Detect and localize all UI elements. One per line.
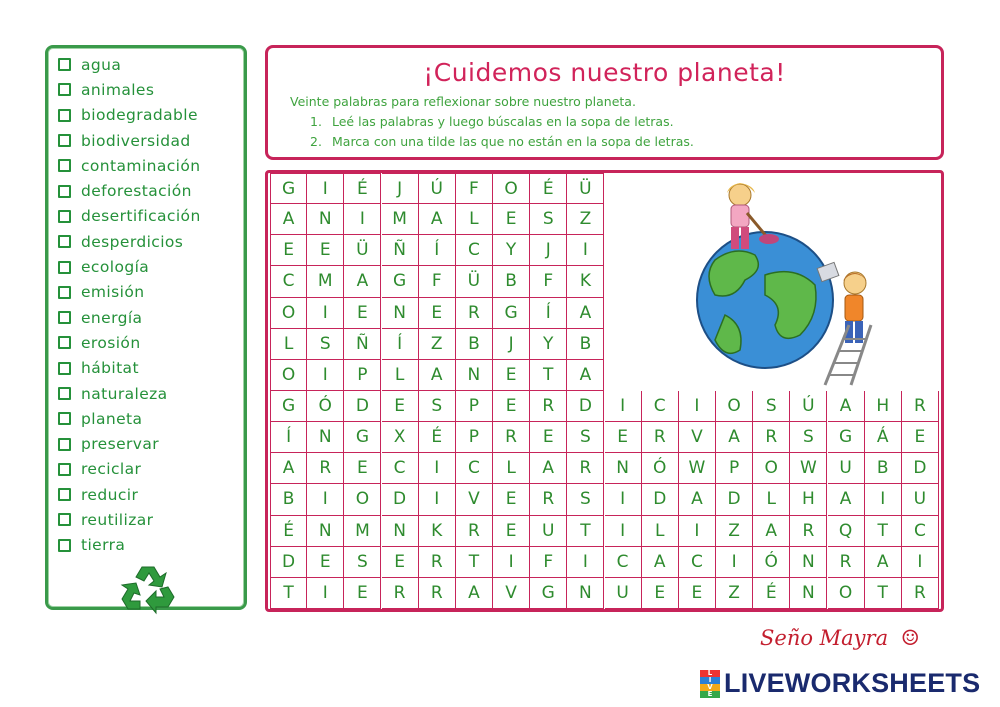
word-label: biodiversidad (81, 131, 191, 150)
word-list-item[interactable] (58, 153, 244, 178)
grid-cell[interactable]: J (382, 173, 419, 204)
checkbox-icon[interactable] (58, 387, 71, 400)
grid-cell[interactable]: A (642, 547, 679, 578)
grid-cell[interactable]: B (865, 453, 902, 484)
grid-cell[interactable]: Ñ (382, 235, 419, 266)
grid-cell[interactable]: S (567, 422, 604, 453)
word-label: planeta (81, 409, 143, 428)
grid-cell[interactable]: F (456, 173, 493, 204)
grid-cell[interactable]: P (456, 391, 493, 422)
grid-cell[interactable]: A (753, 516, 790, 547)
grid-cell[interactable]: P (344, 360, 381, 391)
checkbox-icon[interactable] (58, 210, 71, 223)
grid-cell[interactable]: N (605, 453, 642, 484)
grid-cell[interactable]: Ó (307, 391, 344, 422)
checkbox-icon[interactable] (58, 488, 71, 501)
grid-cell[interactable]: M (382, 204, 419, 235)
grid-cell[interactable]: T (865, 578, 902, 609)
word-label: tierra (81, 536, 126, 555)
steps-list (310, 114, 694, 154)
grid-cell[interactable]: N (307, 516, 344, 547)
grid-cell[interactable]: U (605, 578, 642, 609)
grid-cell[interactable]: C (605, 547, 642, 578)
grid-cell[interactable]: R (456, 298, 493, 329)
checkbox-icon[interactable] (58, 134, 71, 147)
grid-cell[interactable]: O (753, 453, 790, 484)
page-title: ¡Cuidemos nuestro planeta! (423, 58, 786, 87)
checkbox-icon[interactable] (58, 185, 71, 198)
grid-cell[interactable]: E (270, 235, 307, 266)
grid-cell[interactable]: B (456, 329, 493, 360)
grid-cell[interactable]: I (307, 578, 344, 609)
grid-cell[interactable]: A (344, 266, 381, 297)
grid-cell[interactable]: Ü (567, 173, 604, 204)
grid-cell[interactable]: A (679, 484, 716, 515)
grid-cell[interactable]: G (828, 422, 865, 453)
word-label: reutilizar (81, 510, 154, 529)
grid-cell[interactable]: É (344, 173, 381, 204)
grid-cell[interactable]: D (902, 453, 939, 484)
step-text: Leé las palabras y luego búscalas en la sopa de letras. (332, 114, 674, 129)
grid-cell[interactable]: I (419, 484, 456, 515)
grid-cell[interactable]: A (419, 360, 456, 391)
grid-cell[interactable]: R (790, 516, 827, 547)
grid-cell[interactable]: F (530, 547, 567, 578)
grid-cell[interactable]: H (865, 391, 902, 422)
word-list-item[interactable] (58, 533, 244, 558)
grid-cell[interactable]: N (790, 547, 827, 578)
grid-cell[interactable]: A (567, 360, 604, 391)
grid-cell[interactable]: I (419, 453, 456, 484)
grid-cell[interactable]: O (493, 173, 530, 204)
word-list-item[interactable] (58, 178, 244, 203)
grid-cell[interactable]: K (419, 516, 456, 547)
grid-cell[interactable]: Í (270, 422, 307, 453)
grid-cell[interactable]: S (790, 422, 827, 453)
grid-cell[interactable]: O (716, 391, 753, 422)
grid-cell[interactable]: D (344, 391, 381, 422)
grid-cell[interactable]: E (493, 484, 530, 515)
checkbox-icon[interactable] (58, 58, 71, 71)
step-text: Marca con una tilde las que no están en la sopa de letras. (332, 134, 694, 149)
word-list-item[interactable] (58, 356, 244, 381)
grid-cell[interactable]: P (716, 453, 753, 484)
grid-cell[interactable]: B (567, 329, 604, 360)
grid-cell[interactable]: I (567, 235, 604, 266)
word-list-item[interactable] (58, 280, 244, 305)
grid-cell[interactable]: É (530, 173, 567, 204)
grid-cell[interactable]: V (456, 484, 493, 515)
grid-cell[interactable]: R (902, 578, 939, 609)
intro-text: Veinte palabras para reflexionar sobre nuestro planeta. (290, 94, 636, 109)
grid-cell[interactable]: D (567, 391, 604, 422)
grid-cell[interactable]: T (530, 360, 567, 391)
word-label: agua (81, 55, 122, 74)
grid-cell[interactable]: X (382, 422, 419, 453)
grid-cell[interactable]: L (270, 329, 307, 360)
step-item (310, 114, 694, 134)
word-label: erosión (81, 333, 141, 352)
grid-cell[interactable]: U (828, 453, 865, 484)
grid-cell[interactable]: D (716, 484, 753, 515)
grid-cell[interactable]: Z (567, 204, 604, 235)
grid-cell[interactable]: I (605, 391, 642, 422)
grid-cell[interactable]: Ó (642, 453, 679, 484)
grid-cell[interactable]: T (270, 578, 307, 609)
grid-cell[interactable]: R (828, 547, 865, 578)
grid-cell[interactable]: É (419, 422, 456, 453)
word-list-item[interactable] (58, 77, 244, 102)
grid-cell[interactable]: U (902, 484, 939, 515)
grid-cell[interactable]: I (307, 173, 344, 204)
grid-cell[interactable]: N (790, 578, 827, 609)
grid-cell[interactable]: N (307, 204, 344, 235)
word-list-item[interactable] (58, 482, 244, 507)
grid-cell[interactable]: S (344, 547, 381, 578)
grid-cell[interactable]: A (456, 578, 493, 609)
grid-cell[interactable]: U (530, 516, 567, 547)
checkbox-icon[interactable] (58, 513, 71, 526)
grid-cell[interactable]: G (270, 173, 307, 204)
checkbox-icon[interactable] (58, 463, 71, 476)
word-list-item[interactable] (58, 305, 244, 330)
grid-cell[interactable]: N (456, 360, 493, 391)
grid-cell[interactable]: O (270, 360, 307, 391)
word-label: energía (81, 308, 143, 327)
word-list-item[interactable] (58, 507, 244, 532)
grid-cell[interactable]: O (344, 484, 381, 515)
grid-cell[interactable]: I (716, 547, 753, 578)
grid-cell[interactable]: C (456, 235, 493, 266)
grid-cell[interactable]: I (567, 547, 604, 578)
grid-cell[interactable]: A (828, 391, 865, 422)
grid-cell[interactable]: Y (493, 235, 530, 266)
grid-cell[interactable]: E (307, 547, 344, 578)
checkbox-icon[interactable] (58, 159, 71, 172)
grid-cell[interactable]: A (716, 422, 753, 453)
grid-cell[interactable]: T (456, 547, 493, 578)
grid-cell[interactable]: Y (530, 329, 567, 360)
grid-cell[interactable]: E (493, 391, 530, 422)
word-label: hábitat (81, 359, 139, 378)
word-list-item[interactable] (58, 381, 244, 406)
grid-cell[interactable]: Í (530, 298, 567, 329)
grid-cell[interactable]: V (493, 578, 530, 609)
grid-cell[interactable]: E (382, 547, 419, 578)
word-list-item[interactable] (58, 103, 244, 128)
grid-cell[interactable]: Í (419, 235, 456, 266)
grid-cell[interactable]: B (270, 484, 307, 515)
recycle-icon (120, 563, 176, 615)
grid-cell[interactable]: E (493, 360, 530, 391)
grid-cell[interactable]: I (605, 516, 642, 547)
grid-cell[interactable]: I (865, 484, 902, 515)
grid-cell[interactable]: A (270, 204, 307, 235)
grid-cell[interactable]: E (419, 298, 456, 329)
grid-cell[interactable]: É (270, 516, 307, 547)
grid-cell[interactable]: I (902, 547, 939, 578)
word-list-item[interactable] (58, 457, 244, 482)
liveworksheets-logo-icon: L I V E (700, 670, 720, 698)
word-list-item[interactable] (58, 229, 244, 254)
word-list-item[interactable] (58, 406, 244, 431)
grid-cell[interactable]: A (865, 547, 902, 578)
grid-cell[interactable]: D (382, 484, 419, 515)
grid-cell[interactable]: Q (828, 516, 865, 547)
grid-cell[interactable]: Ü (456, 266, 493, 297)
grid-cell[interactable]: E (493, 516, 530, 547)
grid-cell[interactable]: R (419, 578, 456, 609)
grid-cell[interactable]: A (530, 453, 567, 484)
word-list-item[interactable] (58, 330, 244, 355)
checkbox-icon[interactable] (58, 362, 71, 375)
word-list-item[interactable] (58, 254, 244, 279)
smiley-icon: ☺ (900, 626, 920, 650)
grid-cell[interactable]: G (270, 391, 307, 422)
word-list-item[interactable] (58, 431, 244, 456)
grid-cell[interactable]: W (679, 453, 716, 484)
checkbox-icon[interactable] (58, 109, 71, 122)
grid-cell[interactable]: N (382, 298, 419, 329)
word-label: ecología (81, 258, 150, 277)
grid-cell[interactable]: N (567, 578, 604, 609)
grid-cell[interactable]: Ú (419, 173, 456, 204)
grid-cell[interactable]: V (679, 422, 716, 453)
grid-cell[interactable]: E (530, 422, 567, 453)
grid-cell[interactable]: S (419, 391, 456, 422)
grid-cell[interactable]: C (679, 547, 716, 578)
word-label: desertificación (81, 207, 201, 226)
grid-cell[interactable]: A (567, 298, 604, 329)
grid-cell[interactable]: I (679, 391, 716, 422)
grid-cell[interactable]: Z (716, 578, 753, 609)
grid-cell[interactable]: G (382, 266, 419, 297)
grid-cell[interactable]: W (790, 453, 827, 484)
checkbox-icon[interactable] (58, 83, 71, 96)
grid-cell[interactable]: H (790, 484, 827, 515)
word-label: emisión (81, 283, 145, 302)
grid-cell[interactable]: A (270, 453, 307, 484)
grid-cell[interactable]: C (456, 453, 493, 484)
grid-cell[interactable]: Ü (344, 235, 381, 266)
grid-cell[interactable]: L (382, 360, 419, 391)
grid-cell[interactable]: R (567, 453, 604, 484)
grid-cell[interactable]: A (419, 204, 456, 235)
grid-cell[interactable]: Í (382, 329, 419, 360)
kids-cleaning-earth-illustration (605, 175, 925, 390)
checkbox-icon[interactable] (58, 311, 71, 324)
grid-cell[interactable]: G (344, 422, 381, 453)
grid-cell[interactable]: E (493, 204, 530, 235)
grid-cell[interactable]: Ñ (344, 329, 381, 360)
checkbox-icon[interactable] (58, 286, 71, 299)
grid-cell[interactable]: Z (419, 329, 456, 360)
grid-cell[interactable]: E (642, 578, 679, 609)
grid-cell[interactable]: S (567, 484, 604, 515)
grid-cell[interactable]: O (270, 298, 307, 329)
step-item (310, 134, 694, 154)
grid-cell[interactable]: Z (716, 516, 753, 547)
word-label: deforestación (81, 182, 192, 201)
checkbox-icon[interactable] (58, 539, 71, 552)
grid-cell[interactable]: E (344, 453, 381, 484)
word-list-item[interactable] (58, 204, 244, 229)
word-list-item[interactable] (58, 128, 244, 153)
grid-cell[interactable]: L (493, 453, 530, 484)
grid-cell[interactable]: T (865, 516, 902, 547)
grid-cell[interactable]: I (307, 360, 344, 391)
grid-cell[interactable]: O (828, 578, 865, 609)
grid-cell[interactable]: C (902, 516, 939, 547)
grid-cell[interactable]: R (456, 516, 493, 547)
step-number: 1. (310, 114, 322, 129)
grid-cell[interactable]: I (307, 298, 344, 329)
grid-cell[interactable]: C (270, 266, 307, 297)
word-label: biodegradable (81, 106, 198, 125)
grid-cell[interactable]: R (530, 484, 567, 515)
grid-cell[interactable]: E (605, 422, 642, 453)
word-label: naturaleza (81, 384, 168, 403)
author-signature (760, 626, 920, 650)
word-label: reciclar (81, 460, 142, 479)
grid-cell[interactable]: N (382, 516, 419, 547)
word-label: reducir (81, 485, 139, 504)
grid-cell[interactable]: B (493, 266, 530, 297)
grid-cell[interactable]: Ú (790, 391, 827, 422)
grid-cell[interactable]: M (307, 266, 344, 297)
grid-cell[interactable]: E (344, 578, 381, 609)
grid-cell[interactable]: S (530, 204, 567, 235)
grid-cell[interactable]: C (382, 453, 419, 484)
grid-cell[interactable]: R (419, 547, 456, 578)
grid-cell[interactable]: G (493, 298, 530, 329)
grid-cell[interactable]: D (270, 547, 307, 578)
grid-cell[interactable]: S (307, 329, 344, 360)
grid-cell[interactable]: E (382, 391, 419, 422)
word-list (48, 48, 244, 558)
step-number: 2. (310, 134, 322, 149)
checkbox-icon[interactable] (58, 261, 71, 274)
grid-cell[interactable]: P (456, 422, 493, 453)
grid-cell[interactable]: S (753, 391, 790, 422)
grid-cell[interactable]: A (828, 484, 865, 515)
word-list-item[interactable] (58, 52, 244, 77)
grid-cell[interactable]: I (679, 516, 716, 547)
grid-cell[interactable]: F (530, 266, 567, 297)
grid-cell[interactable]: Ó (753, 547, 790, 578)
grid-cell[interactable]: R (902, 391, 939, 422)
grid-cell[interactable]: I (307, 484, 344, 515)
grid-cell[interactable]: Á (865, 422, 902, 453)
grid-cell[interactable]: L (456, 204, 493, 235)
grid-cell[interactable]: I (344, 204, 381, 235)
grid-cell[interactable]: M (344, 516, 381, 547)
grid-cell[interactable]: R (493, 422, 530, 453)
grid-cell[interactable]: R (382, 578, 419, 609)
grid-cell[interactable]: T (567, 516, 604, 547)
instructions-panel (265, 45, 944, 160)
checkbox-icon[interactable] (58, 438, 71, 451)
checkbox-icon[interactable] (58, 235, 71, 248)
grid-cell[interactable]: K (567, 266, 604, 297)
grid-cell[interactable]: I (605, 484, 642, 515)
grid-cell[interactable]: R (307, 453, 344, 484)
checkbox-icon[interactable] (58, 336, 71, 349)
grid-cell[interactable]: J (493, 329, 530, 360)
grid-cell[interactable]: L (642, 516, 679, 547)
grid-cell[interactable]: F (419, 266, 456, 297)
word-list-panel (45, 45, 247, 610)
liveworksheets-brand[interactable] (700, 668, 980, 699)
grid-cell[interactable]: G (530, 578, 567, 609)
grid-cell[interactable]: E (344, 298, 381, 329)
grid-cell[interactable]: I (493, 547, 530, 578)
grid-cell[interactable]: L (753, 484, 790, 515)
grid-cell[interactable]: C (642, 391, 679, 422)
word-label: animales (81, 80, 155, 99)
signature-text: Seño Mayra (760, 626, 889, 650)
grid-cell[interactable]: E (902, 422, 939, 453)
grid-cell[interactable]: É (753, 578, 790, 609)
checkbox-icon[interactable] (58, 412, 71, 425)
brand-text: LIVEWORKSHEETS (724, 668, 981, 698)
grid-cell[interactable]: D (642, 484, 679, 515)
grid-cell[interactable]: R (753, 422, 790, 453)
grid-cell[interactable]: R (642, 422, 679, 453)
grid-cell[interactable]: J (530, 235, 567, 266)
grid-cell[interactable]: N (307, 422, 344, 453)
word-label: preservar (81, 435, 160, 454)
grid-cell[interactable]: E (679, 578, 716, 609)
word-label: desperdicios (81, 232, 184, 251)
grid-cell[interactable]: E (307, 235, 344, 266)
grid-cell[interactable]: R (530, 391, 567, 422)
word-label: contaminación (81, 156, 201, 175)
